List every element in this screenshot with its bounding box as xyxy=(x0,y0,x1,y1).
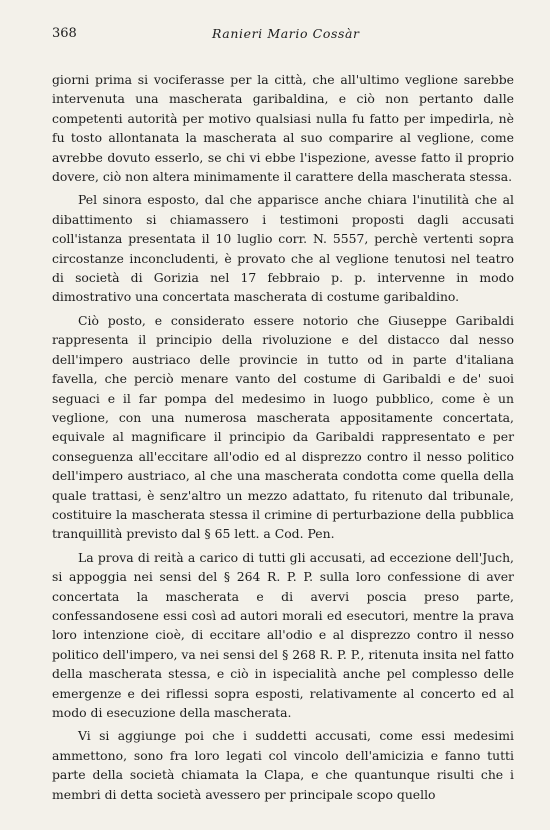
paragraph: Ciò posto, e considerato essere notorio che Giuseppe Garibaldi rappresenta il principio della rivoluzione e del distacco dal nesso dell'impero austriaco delle provincie in tutto od in parte d'italiana favella, che perciò menare vanto del costume di Garibaldi e de' suoi seguaci e il far pompa del medesimo in luogo pubblico, come è un veglione, con una numerosa mascherata appositamente concertata, equivale al magnificare il principio da Garibaldi rappresentato e per conseguenza all'eccitare all'odio ed al disprezzo contro il nesso politico dell'impero austriaco, al che una mascherata condotta come quella della quale trattasi, è senz'altro un mezzo adattato, fu ritenuto dal tribunale, costituire la mascherata stessa il crimine di perturbazione della pubblica tranquillità previsto dal § 65 lett. a Cod. Pen. xyxy=(52,312,514,542)
paragraph: La prova di reità a carico di tutti gli accusati, ad eccezione dell'Juch, si appoggia nei sensi del § 264 R. P. P. sulla loro confessione di aver concertata la mascherata e di avervi poscia preso parte, confessandosene essi così ad autori morali ed esecutori, mentre la prava loro intenzione cioè, di eccitare all'odio e al disprezzo contro il nesso politico dell'impero, va nei sensi del § 268 R. P. P., ritenuta insita nel fatto della mascherata stessa, e ciò in ispecialità anche pel complesso delle emergenze e dei riflessi sopra esposti, relativamente al concerto ed al modo di esecuzione della mascherata. xyxy=(52,549,514,720)
paragraph: Pel sinora esposto, dal che apparisce anche chiara l'inutilità che al dibattimento si chiamassero i testimoni proposti dagli accusati coll'istanza presentata il 10 luglio corr. N. 5557, perchè vertenti sopra circostanze inconcludenti, è provato che al veglione tenutosi nel teatro di società di Gorizia nel 17 febbraio p. p. intervenne in modo dimostrativo una concertata mascherata di costume garibaldino. xyxy=(52,192,514,305)
paragraph-continued: giorni prima si vociferasse per la città, che all'ultimo veglione sarebbe intervenuta una mascherata garibaldina, e ciò non pertanto dalle competenti autorità per motivo qualsiasi nulla fu fatto per impedirla, nè fu tosto allontanata la mascherata al suo comparire al veglione, come avrebbe dovuto esserlo, se chi vi ebbe l'ispezione, avesse fatto il proprio dovere, ciò non altera minimamente il carattere della mascherata stessa. xyxy=(52,72,514,185)
page-header xyxy=(52,26,514,48)
body-text xyxy=(52,70,514,804)
page-number: 368 xyxy=(52,26,77,41)
running-head: Ranieri Mario Cossàr xyxy=(212,26,360,41)
paragraph: Vi si aggiunge poi che i suddetti accusati, come essi medesimi ammettono, sono fra loro legati col vincolo dell'amicizia e fanno tutti parte della società chiamata la Clapa, e che quantunque risulti che i membri di detta società avessero per principale scopo quello xyxy=(52,728,514,802)
